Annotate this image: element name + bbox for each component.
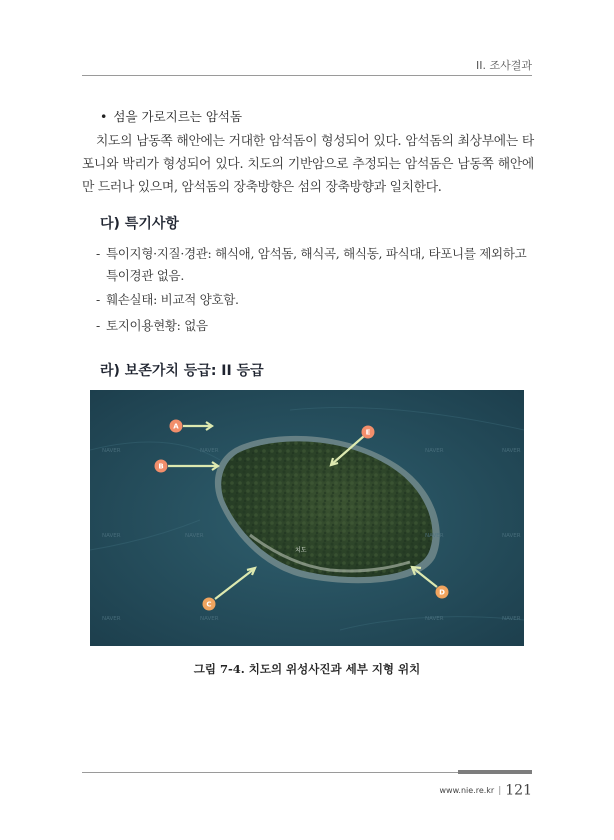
watermark: NAVER	[185, 533, 204, 539]
list-dash: -	[96, 246, 100, 261]
list-item	[96, 243, 536, 287]
header-divider	[82, 75, 532, 76]
section-header-label: II. 조사결과	[476, 59, 532, 72]
satellite-photo	[90, 390, 524, 646]
figure-caption: 그림 7-4. 치도의 위성사진과 세부 지형 위치	[193, 662, 421, 676]
watermark: NAVER	[102, 533, 121, 539]
svg-text:E: E	[365, 428, 371, 437]
marker-a	[170, 420, 183, 433]
footer-url: www.nie.re.kr	[439, 786, 495, 795]
bullet-text: 섬을 가로지르는 암석돔	[113, 109, 243, 124]
list-item-text: 특이지형·지질·경관: 해식애, 암석돔, 해식곡, 해식동, 파식대, 타포니를 제외하고	[106, 246, 527, 261]
list-item	[96, 289, 536, 311]
page-number: 121	[505, 782, 532, 799]
svg-text:B: B	[158, 462, 164, 471]
marker-e	[362, 426, 375, 439]
list-dash: -	[96, 292, 100, 307]
section-heading-conservation-grade: 라) 보존가치 등급: II 등급	[100, 363, 264, 379]
watermark: NAVER	[502, 448, 521, 454]
watermark: NAVER	[502, 616, 521, 622]
watermark: NAVER	[502, 533, 521, 539]
footer-separator: |	[498, 785, 502, 796]
watermark: NAVER	[102, 616, 121, 622]
list-item-text: 훼손실태: 비교적 양호함.	[106, 292, 239, 307]
list-item	[96, 315, 536, 337]
bullet-item	[100, 107, 242, 125]
bullet-marker: •	[100, 109, 108, 124]
watermark: NAVER	[200, 448, 219, 454]
list-item-continuation: 특이경관 없음.	[106, 268, 184, 283]
watermark: NAVER	[425, 533, 444, 539]
body-paragraph: 치도의 남동쪽 해안에는 거대한 암석돔이 형성되어 있다. 암석돔의 최상부에는 타포니와 박리가 형성되어 있다. 치도의 기반암으로 추정되는 암석돔은 남동쪽 해안에만 드러나 있으며, 암석돔의 장축방향은 섬의 장축방향과 일치한다.	[82, 134, 534, 195]
page-footer	[440, 780, 532, 799]
watermark: NAVER	[200, 616, 219, 622]
svg-text:A: A	[173, 422, 179, 431]
footer-accent-bar	[458, 770, 532, 774]
marker-d	[436, 586, 449, 599]
section-heading-special-notes: 다) 특기사항	[100, 216, 179, 232]
list-item-text: 토지이용현황: 없음	[106, 318, 208, 333]
watermark: NAVER	[425, 616, 444, 622]
marker-c	[203, 598, 216, 611]
watermark: NAVER	[425, 448, 444, 454]
watermark: NAVER	[102, 448, 121, 454]
marker-b	[155, 460, 168, 473]
list-dash: -	[96, 318, 100, 333]
svg-text:D: D	[439, 588, 445, 597]
island-label: 치도	[295, 547, 307, 554]
svg-text:C: C	[206, 600, 212, 609]
